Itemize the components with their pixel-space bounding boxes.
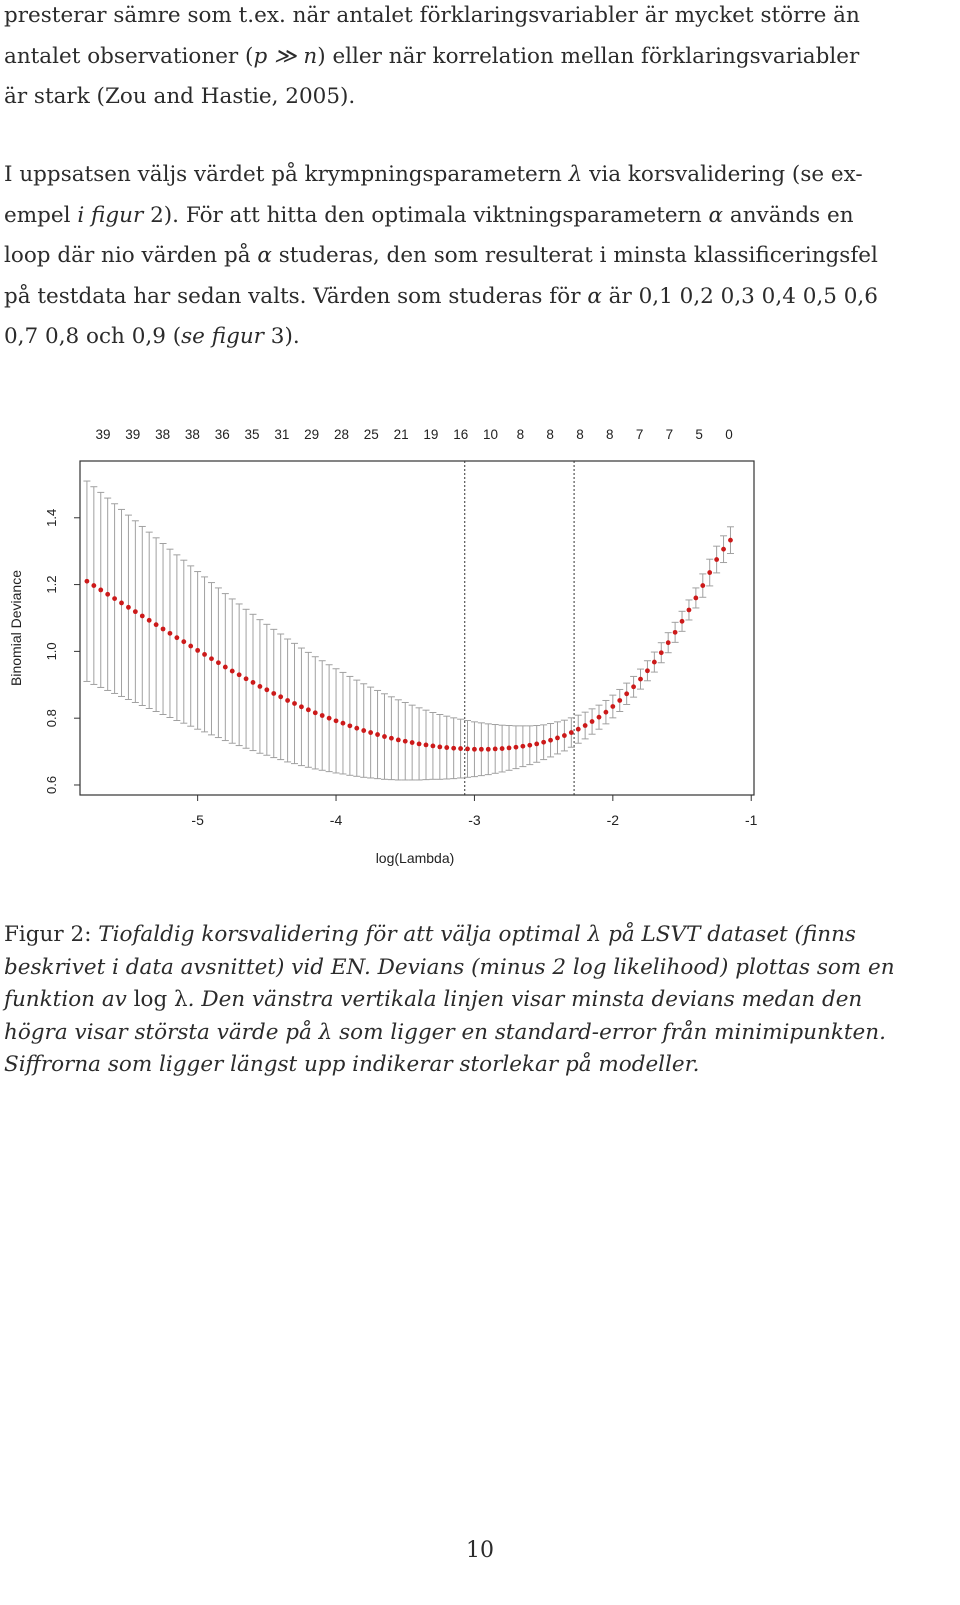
data-point (555, 735, 560, 740)
data-point (119, 601, 124, 606)
data-point (334, 718, 339, 723)
top-axis-label: 38 (184, 427, 200, 442)
x-axis (191, 795, 757, 828)
data-point (548, 738, 553, 743)
top-axis-label: 39 (125, 427, 141, 442)
data-point (174, 635, 179, 640)
data-point (85, 579, 90, 584)
data-point (541, 740, 546, 745)
top-axis-label: 5 (695, 427, 703, 442)
data-point (368, 730, 373, 735)
top-axis-label: 8 (516, 427, 525, 442)
top-axis-label: 36 (214, 427, 230, 442)
x-tick-label: -2 (606, 812, 620, 828)
math-alpha: α (708, 202, 724, 228)
data-point (527, 743, 532, 748)
data-point (583, 723, 588, 728)
x-axis-label: log(Lambda) (375, 850, 455, 866)
y-tick-label: 1.2 (44, 575, 59, 594)
top-axis-label: 8 (606, 427, 614, 442)
y-axis (44, 509, 80, 794)
caption-line (4, 984, 944, 1017)
data-point (458, 746, 463, 751)
data-point (507, 746, 512, 751)
text-line: är stark (Zou and Hastie, 2005). (4, 84, 356, 109)
data-point (354, 726, 359, 731)
data-point (590, 719, 595, 724)
x-tick-label: -4 (329, 812, 343, 828)
data-point (728, 538, 733, 543)
data-point (292, 701, 297, 706)
data-point (285, 698, 290, 703)
text-span: I uppsatsen väljs värdet på krympningsparametern (4, 162, 569, 187)
data-point (714, 557, 719, 562)
data-point (237, 672, 242, 677)
data-point (209, 656, 214, 661)
data-point (569, 730, 574, 735)
text-span: 0,7 0,8 och 0,9 ( (4, 324, 182, 349)
data-point (465, 747, 470, 752)
text-span: är 0,1 0,2 0,3 0,4 0,5 0,6 (601, 283, 878, 309)
data-point (244, 676, 249, 681)
data-point (382, 734, 387, 739)
y-axis-label: Binomial Deviance (8, 570, 24, 686)
data-points (85, 538, 733, 752)
top-axis-label: 7 (665, 427, 674, 442)
math-lambda: λ (568, 162, 583, 187)
caption-text: . Den vänstra vertikala linjen visar minsta devians medan den (187, 987, 863, 1012)
figure-reference[interactable]: i figur (77, 202, 144, 228)
math-alpha: α (257, 243, 272, 268)
data-point (216, 660, 221, 665)
caption-line (4, 919, 944, 952)
caption-text: funktion av (4, 987, 134, 1012)
caption-line: Siffrorna som ligger längst upp indikerar storlekar på modeller. (4, 1052, 700, 1077)
y-tick-label: 1.4 (44, 508, 59, 527)
top-axis-label: 38 (155, 427, 171, 442)
top-axis-label: 39 (95, 427, 111, 442)
data-point (479, 747, 484, 752)
data-point (140, 614, 145, 619)
data-point (361, 728, 366, 733)
data-point (721, 547, 726, 552)
data-point (202, 652, 207, 657)
data-point (389, 736, 394, 741)
text-span: via korsvalidering (se ex- (582, 162, 863, 187)
data-point (278, 694, 283, 699)
text-span: studeras, den som resulterat i minsta klassificeringsfel (271, 243, 878, 268)
caption-label: Figur 2: (4, 922, 99, 947)
top-axis-label: 7 (635, 427, 644, 442)
data-point (112, 596, 117, 601)
text-span: loop där nio värden på (4, 243, 258, 268)
data-point (638, 677, 643, 682)
data-point (347, 723, 352, 728)
text-line (4, 155, 944, 196)
top-axis-label: 16 (453, 427, 469, 442)
text-line: presterar sämre som t.ex. när antalet förklaringsvariabler är mycket större än (4, 3, 860, 28)
text-span: 2). För att hitta den optimala viktningsparametern (143, 202, 709, 228)
data-point (230, 669, 235, 674)
data-point (451, 746, 456, 751)
data-point (520, 744, 525, 749)
data-point (313, 710, 318, 715)
data-point (258, 684, 263, 689)
math-inline: p ≫ n (253, 43, 318, 69)
data-point (500, 746, 505, 751)
top-axis-label: 8 (546, 427, 554, 442)
text-line (4, 196, 944, 237)
top-axis-label: 35 (244, 427, 260, 442)
data-point (251, 680, 256, 685)
data-point (341, 721, 346, 726)
text-line (4, 317, 944, 358)
math-alpha: α (587, 283, 602, 309)
text-line (4, 37, 944, 78)
data-point (195, 648, 200, 653)
data-point (652, 660, 657, 665)
data-point (444, 745, 449, 750)
data-point (168, 631, 173, 636)
data-point (181, 639, 186, 644)
data-point (306, 707, 311, 712)
x-tick-label: -5 (191, 812, 204, 828)
data-point (410, 740, 415, 745)
top-axis-label: 19 (423, 427, 439, 442)
data-point (299, 704, 304, 709)
data-point (604, 710, 609, 715)
data-point (223, 665, 228, 670)
data-point (687, 608, 692, 613)
data-point (617, 698, 622, 703)
data-point (105, 592, 110, 597)
data-point (396, 737, 401, 742)
text-span: på testdata har sedan valts. Värden som studeras för (4, 283, 588, 309)
data-point (320, 713, 325, 718)
top-axis-label: 31 (274, 427, 290, 442)
data-point (91, 583, 96, 588)
data-point (424, 743, 429, 748)
data-point (666, 640, 671, 645)
paragraph-continuation (4, 0, 944, 118)
text-span: används en (723, 202, 854, 228)
data-point (98, 588, 103, 593)
figure-caption (4, 919, 944, 1082)
top-axis-labels (95, 427, 732, 442)
data-point (437, 745, 442, 750)
data-point (707, 570, 712, 575)
paragraph-method (4, 155, 944, 358)
data-point (154, 622, 159, 627)
text-line (4, 236, 944, 277)
data-point (673, 630, 678, 635)
text-span: ) eller när korrelation mellan förklaringsvariabler (317, 43, 860, 69)
data-point (161, 627, 166, 632)
data-point (472, 747, 477, 752)
data-point (417, 741, 422, 746)
top-axis-label: 28 (333, 427, 349, 442)
data-point (514, 745, 519, 750)
figure-reference[interactable]: se figur (181, 324, 264, 349)
text-span: antalet observationer ( (4, 43, 254, 69)
data-point (431, 744, 436, 749)
data-point (493, 747, 498, 752)
caption-line: högra visar största värde på λ som ligger en standard-error från minimipunkten. (4, 1019, 886, 1045)
data-point (700, 583, 705, 588)
data-point (188, 644, 193, 649)
data-point (693, 596, 698, 601)
data-point (147, 618, 152, 623)
text-span: empel (4, 202, 78, 228)
error-bars (83, 481, 734, 780)
y-tick-label: 0.8 (44, 709, 59, 728)
data-point (624, 691, 629, 696)
top-axis-label: 21 (393, 427, 409, 442)
data-point (631, 684, 636, 689)
caption-line: beskrivet i data avsnittet) vid EN. Devians (minus 2 log likelihood) plottas som en (4, 954, 895, 980)
top-axis-label: 0 (725, 427, 733, 442)
x-tick-label: -3 (468, 812, 481, 828)
data-point (486, 747, 491, 752)
caption-text: Tiofaldig korsvalidering för att välja optimal λ på LSVT dataset (finns (98, 922, 856, 947)
math-inline: log λ (133, 987, 188, 1012)
top-axis-label: 8 (576, 427, 584, 442)
top-axis-label: 29 (304, 427, 320, 442)
text-span: 3). (263, 324, 300, 349)
data-point (680, 619, 685, 624)
y-tick-label: 1.0 (44, 642, 59, 661)
data-point (375, 732, 380, 737)
data-point (271, 691, 276, 696)
data-point (264, 687, 269, 692)
data-point (659, 650, 664, 655)
data-point (327, 716, 332, 721)
data-point (403, 739, 408, 744)
text-line (4, 277, 944, 318)
top-axis-label: 25 (363, 427, 379, 442)
x-tick-label: -1 (745, 812, 758, 828)
page-number: 10 (466, 1538, 494, 1563)
data-point (126, 605, 131, 610)
data-point (576, 727, 581, 732)
cv-deviance-chart (0, 415, 960, 885)
data-point (562, 733, 567, 738)
data-point (133, 609, 138, 614)
data-point (610, 704, 615, 709)
y-tick-label: 0.6 (44, 775, 59, 795)
data-point (597, 715, 602, 720)
top-axis-label: 10 (483, 427, 499, 442)
data-point (645, 668, 650, 673)
data-point (534, 741, 539, 746)
